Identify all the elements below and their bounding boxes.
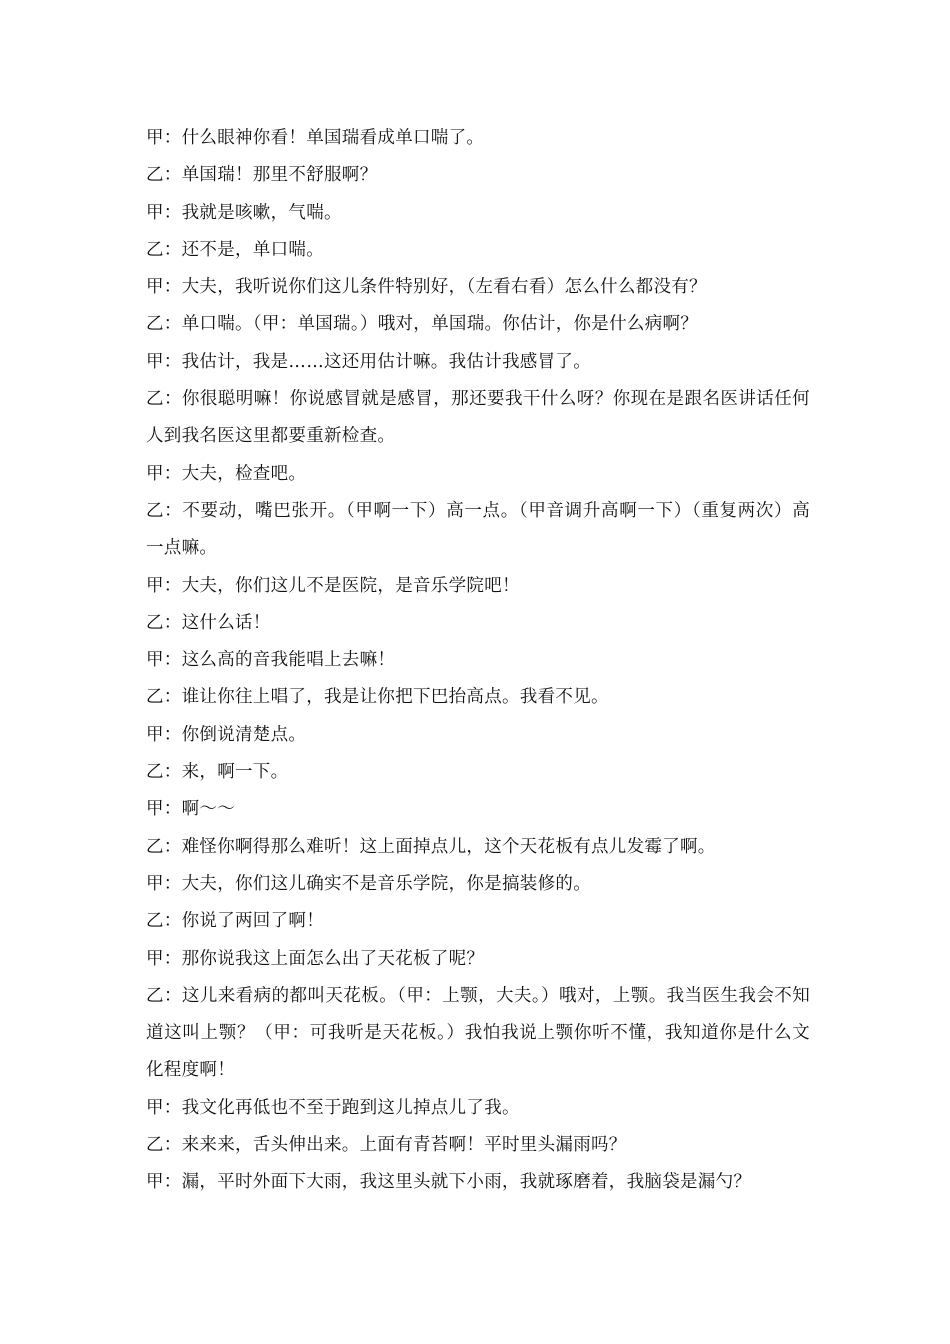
dialogue-line: 甲：大夫，我听说你们这儿条件特别好，（左看右看）怎么什么都没有？ xyxy=(146,277,707,298)
dialogue-line: 甲：我估计，我是……这还用估计嘛。我估计我感冒了。 xyxy=(146,351,591,372)
dialogue-line: 乙：你说了两回了啊！ xyxy=(146,911,324,932)
dialogue-line: 甲：你倒说清楚点。 xyxy=(146,724,307,745)
dialogue-line: 甲：啊～～ xyxy=(146,799,235,820)
dialogue-line: 乙：单口喘。（甲：单国瑞。）哦对，单国瑞。你估计，你是什么病啊？ xyxy=(146,314,699,335)
dialogue-line: 乙：单国瑞！那里不舒服啊？ xyxy=(146,165,378,186)
dialogue-line: 甲：那你说我这上面怎么出了天花板了呢？ xyxy=(146,948,485,969)
document-body xyxy=(146,120,810,1202)
dialogue-line: 甲：我文化再低也不至于跑到这儿掉点儿了我。 xyxy=(146,1097,520,1118)
dialogue-line: 乙：这什么话！ xyxy=(146,612,271,633)
dialogue-line: 乙：来，啊一下。 xyxy=(146,762,289,783)
dialogue-line: 乙：这儿来看病的都叫天花板。（甲：上颚，大夫。）哦对，上颚。我当医生我会不知道这叫上颚？（甲：可我听是天花板。）我怕我说上颚你听不懂，我知道你是什么文化程度啊！ xyxy=(146,985,810,1081)
dialogue-line: 甲：漏，平时外面下大雨，我这里头就下小雨，我就琢磨着，我脑袋是漏勺？ xyxy=(146,1172,752,1193)
dialogue-line: 甲：大夫，你们这儿确实不是音乐学院，你是搞装修的。 xyxy=(146,873,591,894)
dialogue-line: 乙：难怪你啊得那么难听！这上面掉点儿，这个天花板有点儿发霉了啊。 xyxy=(146,836,716,857)
dialogue-line: 甲：我就是咳嗽，气喘。 xyxy=(146,202,342,223)
dialogue-line: 甲：这么高的音我能唱上去嘛！ xyxy=(146,650,396,671)
dialogue-line: 乙：谁让你往上唱了，我是让你把下巴抬高点。我看不见。 xyxy=(146,687,609,708)
dialogue-line: 甲：大夫，检查吧。 xyxy=(146,463,307,484)
dialogue-line: 乙：还不是，单口喘。 xyxy=(146,239,324,260)
dialogue-line: 乙：不要动，嘴巴张开。（甲啊一下）高一点。（甲音调升高啊一下）（重复两次）高一点嘛。 xyxy=(146,500,810,559)
dialogue-line: 甲：大夫，你们这儿不是医院，是音乐学院吧！ xyxy=(146,575,520,596)
dialogue-line: 甲：什么眼神你看！单国瑞看成单口喘了。 xyxy=(146,128,485,148)
dialogue-line: 乙：你很聪明嘛！你说感冒就是感冒，那还要我干什么呀？你现在是跟名医讲话任何人到我名医这里都要重新检查。 xyxy=(146,389,810,447)
dialogue-line: 乙：来来来，舌头伸出来。上面有青苔啊！平时里头漏雨吗？ xyxy=(146,1135,627,1156)
